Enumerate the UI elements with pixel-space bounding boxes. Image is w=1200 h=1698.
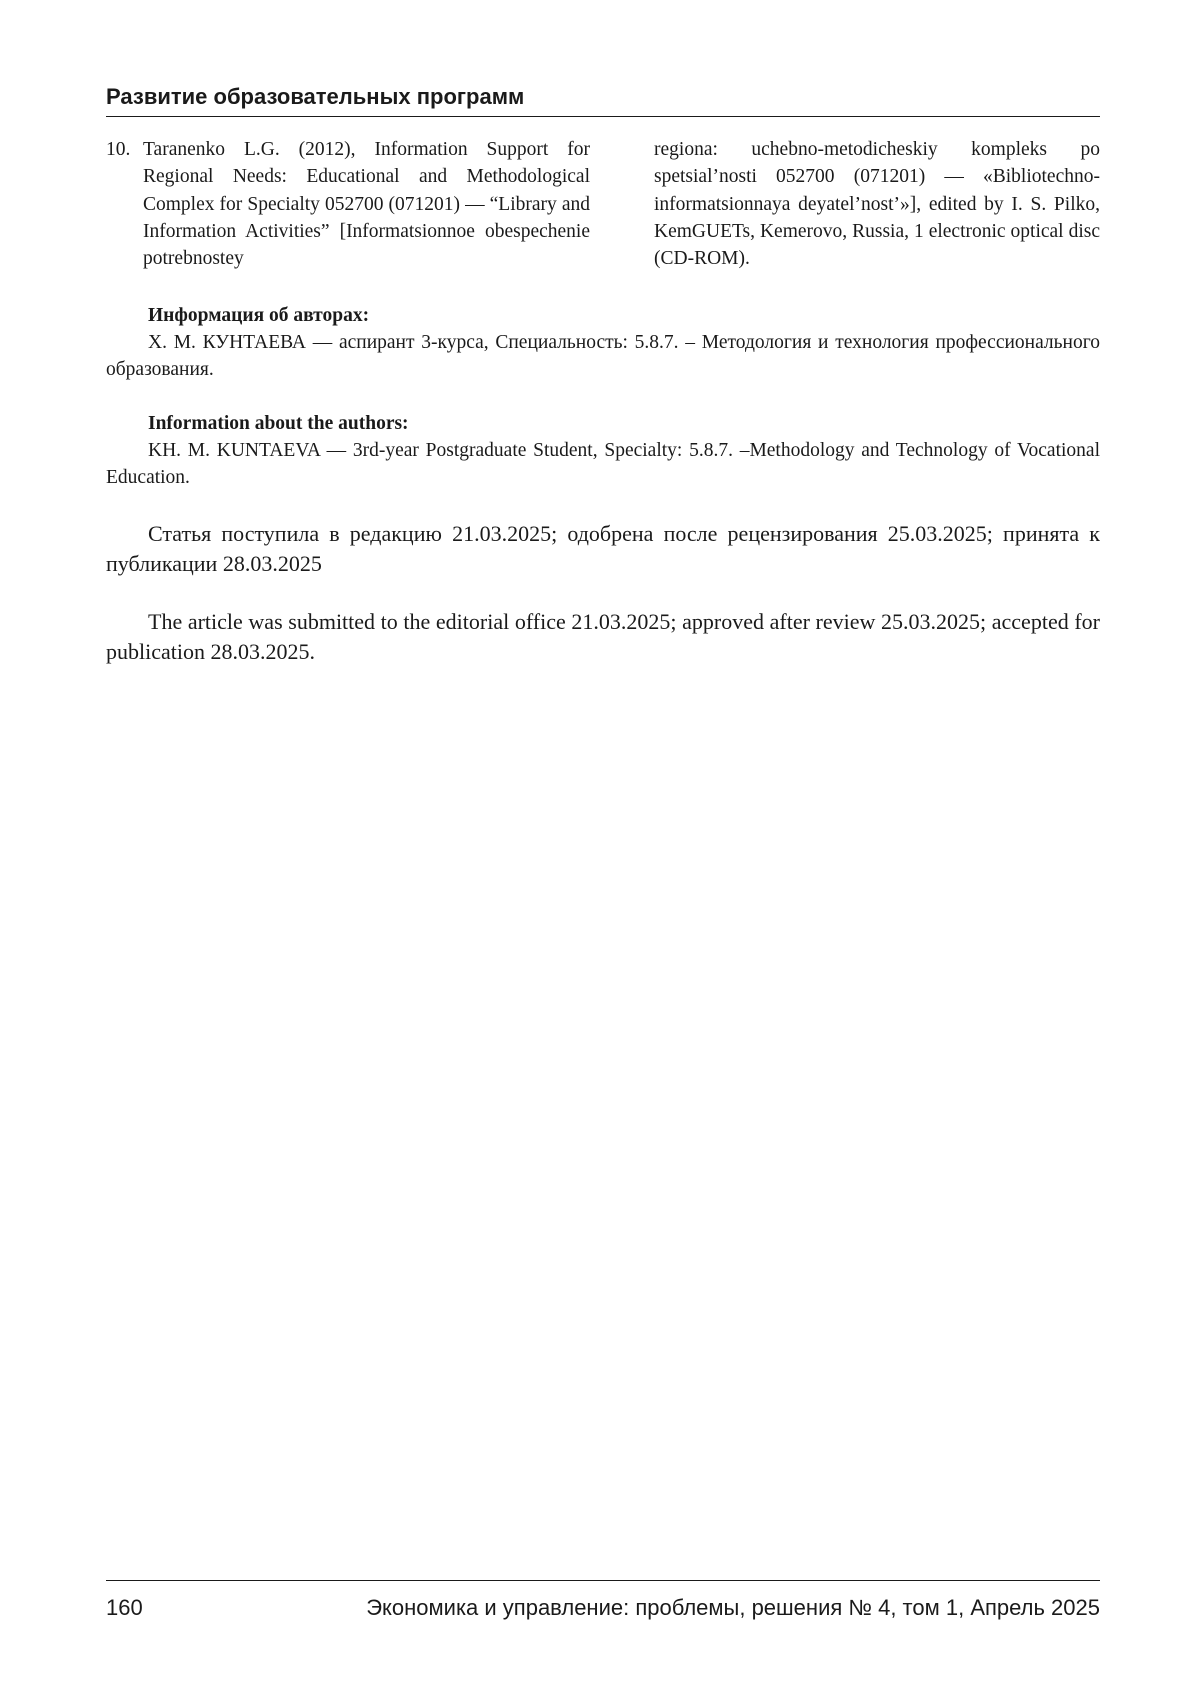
page-number: 160	[106, 1595, 143, 1620]
reference-column-left	[106, 136, 590, 272]
reference-text-right: regiona: uchebno-metodicheskiy kompleks po spetsial’nosti 052700 (071201) — «Bibliotechno-informatsionnaya deyatel’nost’»], edited by I. S. Pilko, KemGUETs, Kemerovo, Russia, 1 electronic optical disc (CD-ROM).	[654, 139, 1100, 270]
journal-citation: Экономика и управление: проблемы, решения № 4, том 1, Апрель 2025	[366, 1595, 1100, 1620]
authors-heading-en: Information about the authors:	[148, 413, 409, 434]
page-footer	[106, 1580, 1100, 1623]
authors-text-ru: Х. М. КУНТАЕВА — аспирант 3-курса, Специальность: 5.8.7. – Методология и технология профессионального образования.	[106, 332, 1100, 380]
authors-info-ru	[106, 302, 1100, 383]
authors-info-en	[106, 410, 1100, 491]
authors-text-en: KH. M. KUNTAEVA — 3rd-year Postgraduate Student, Specialty: 5.8.7. –Methodology and Technology of Vocational Education.	[106, 440, 1100, 488]
authors-heading-ru: Информация об авторах:	[148, 305, 370, 326]
reference-text-left: Taranenko L.G. (2012), Information Support for Regional Needs: Educational and Methodological Complex for Specialty 052700 (071201) — “Library and Information Activities” [Informatsionnoe obespechenie potrebnostey	[143, 139, 590, 270]
running-head-section-title: Развитие образовательных программ	[106, 80, 1100, 117]
reference-list	[106, 136, 1100, 272]
reference-number: 10.	[106, 139, 131, 160]
article-dates-ru: Статья поступила в редакцию 21.03.2025; одобрена после рецензирования 25.03.2025; принята к публикации 28.03.2025	[106, 521, 1100, 576]
article-dates-en: The article was submitted to the editorial office 21.03.2025; approved after review 25.03.2025; accepted for publication 28.03.2025.	[106, 609, 1100, 664]
